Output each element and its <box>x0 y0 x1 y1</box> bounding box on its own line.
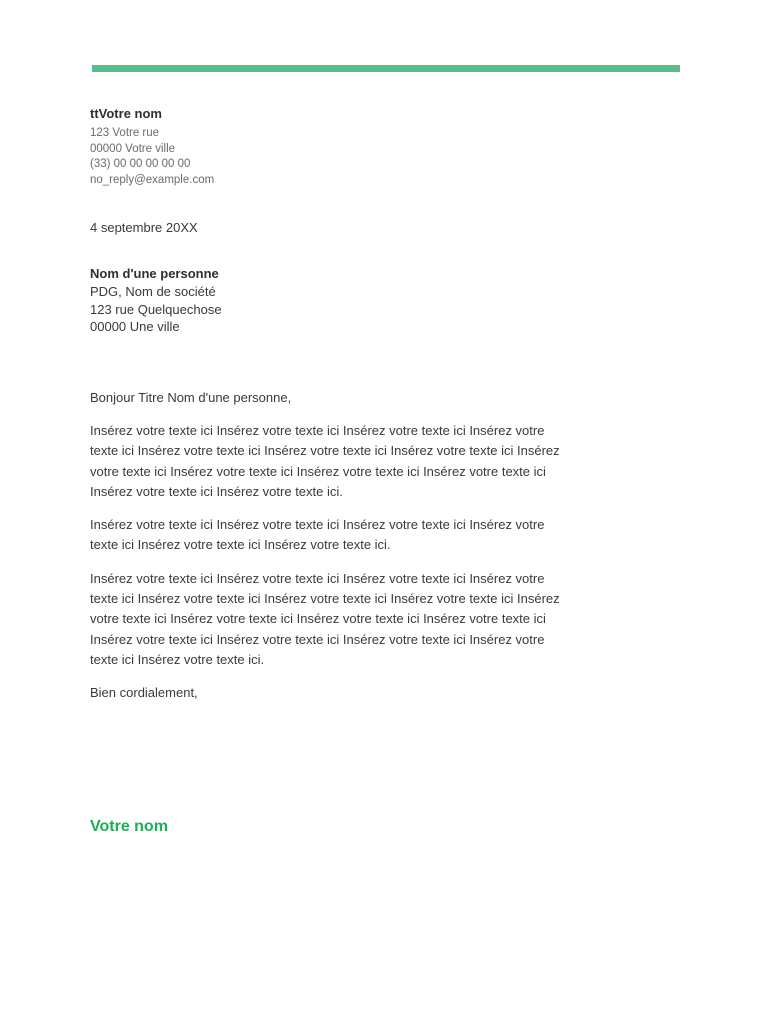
sender-block <box>90 105 214 188</box>
recipient-block <box>90 264 222 336</box>
recipient-title-company: PDG, Nom de société <box>90 284 216 299</box>
sender-phone: (33) 00 00 00 00 00 <box>90 158 191 170</box>
body-paragraph-2: Insérez votre texte ici Insérez votre texte ici Insérez votre texte ici Insérez votre texte ici Insérez votre texte ici Insérez votre texte ici. <box>90 517 545 553</box>
recipient-name: Nom d'une personne <box>90 266 219 281</box>
sender-street: 123 Votre rue <box>90 127 160 139</box>
recipient-street: 123 rue Quelquechose <box>90 301 222 317</box>
letter-date: 4 septembre 20XX <box>90 220 198 235</box>
body-paragraph-3: Insérez votre texte ici Insérez votre texte ici Insérez votre texte ici Insérez votre texte ici Insérez votre texte ici Insérez votre texte ici Insérez votre texte ici Insérez votre texte ici Insérez votre texte ici Insérez votre texte ici Insérez votre texte ici Insérez votre texte ici Insérez votre texte ici Insérez votre texte ici Insérez votre texte ici Insérez votre texte ici. <box>90 570 560 667</box>
letter-greeting: Bonjour Titre Nom d'une personne, <box>90 390 292 405</box>
letter-closing: Bien cordialement, <box>90 685 198 701</box>
letter-body <box>90 388 560 703</box>
header-accent-bar <box>92 65 680 72</box>
signature-name: Votre nom <box>90 818 168 835</box>
sender-city: 00000 Votre ville <box>90 142 176 155</box>
sender-name: ttVotre nom <box>90 106 162 121</box>
recipient-city: 00000 Une ville <box>90 319 180 334</box>
sender-email: no_reply@example.com <box>90 173 215 186</box>
body-paragraph-1: Insérez votre texte ici Insérez votre texte ici Insérez votre texte ici Insérez votre texte ici Insérez votre texte ici Insérez votre texte ici Insérez votre texte ici Insérez votre texte ici Insérez votre texte ici Insérez votre texte ici Insérez votre texte ici Insérez votre texte ici Insérez votre texte ici. <box>90 423 560 499</box>
